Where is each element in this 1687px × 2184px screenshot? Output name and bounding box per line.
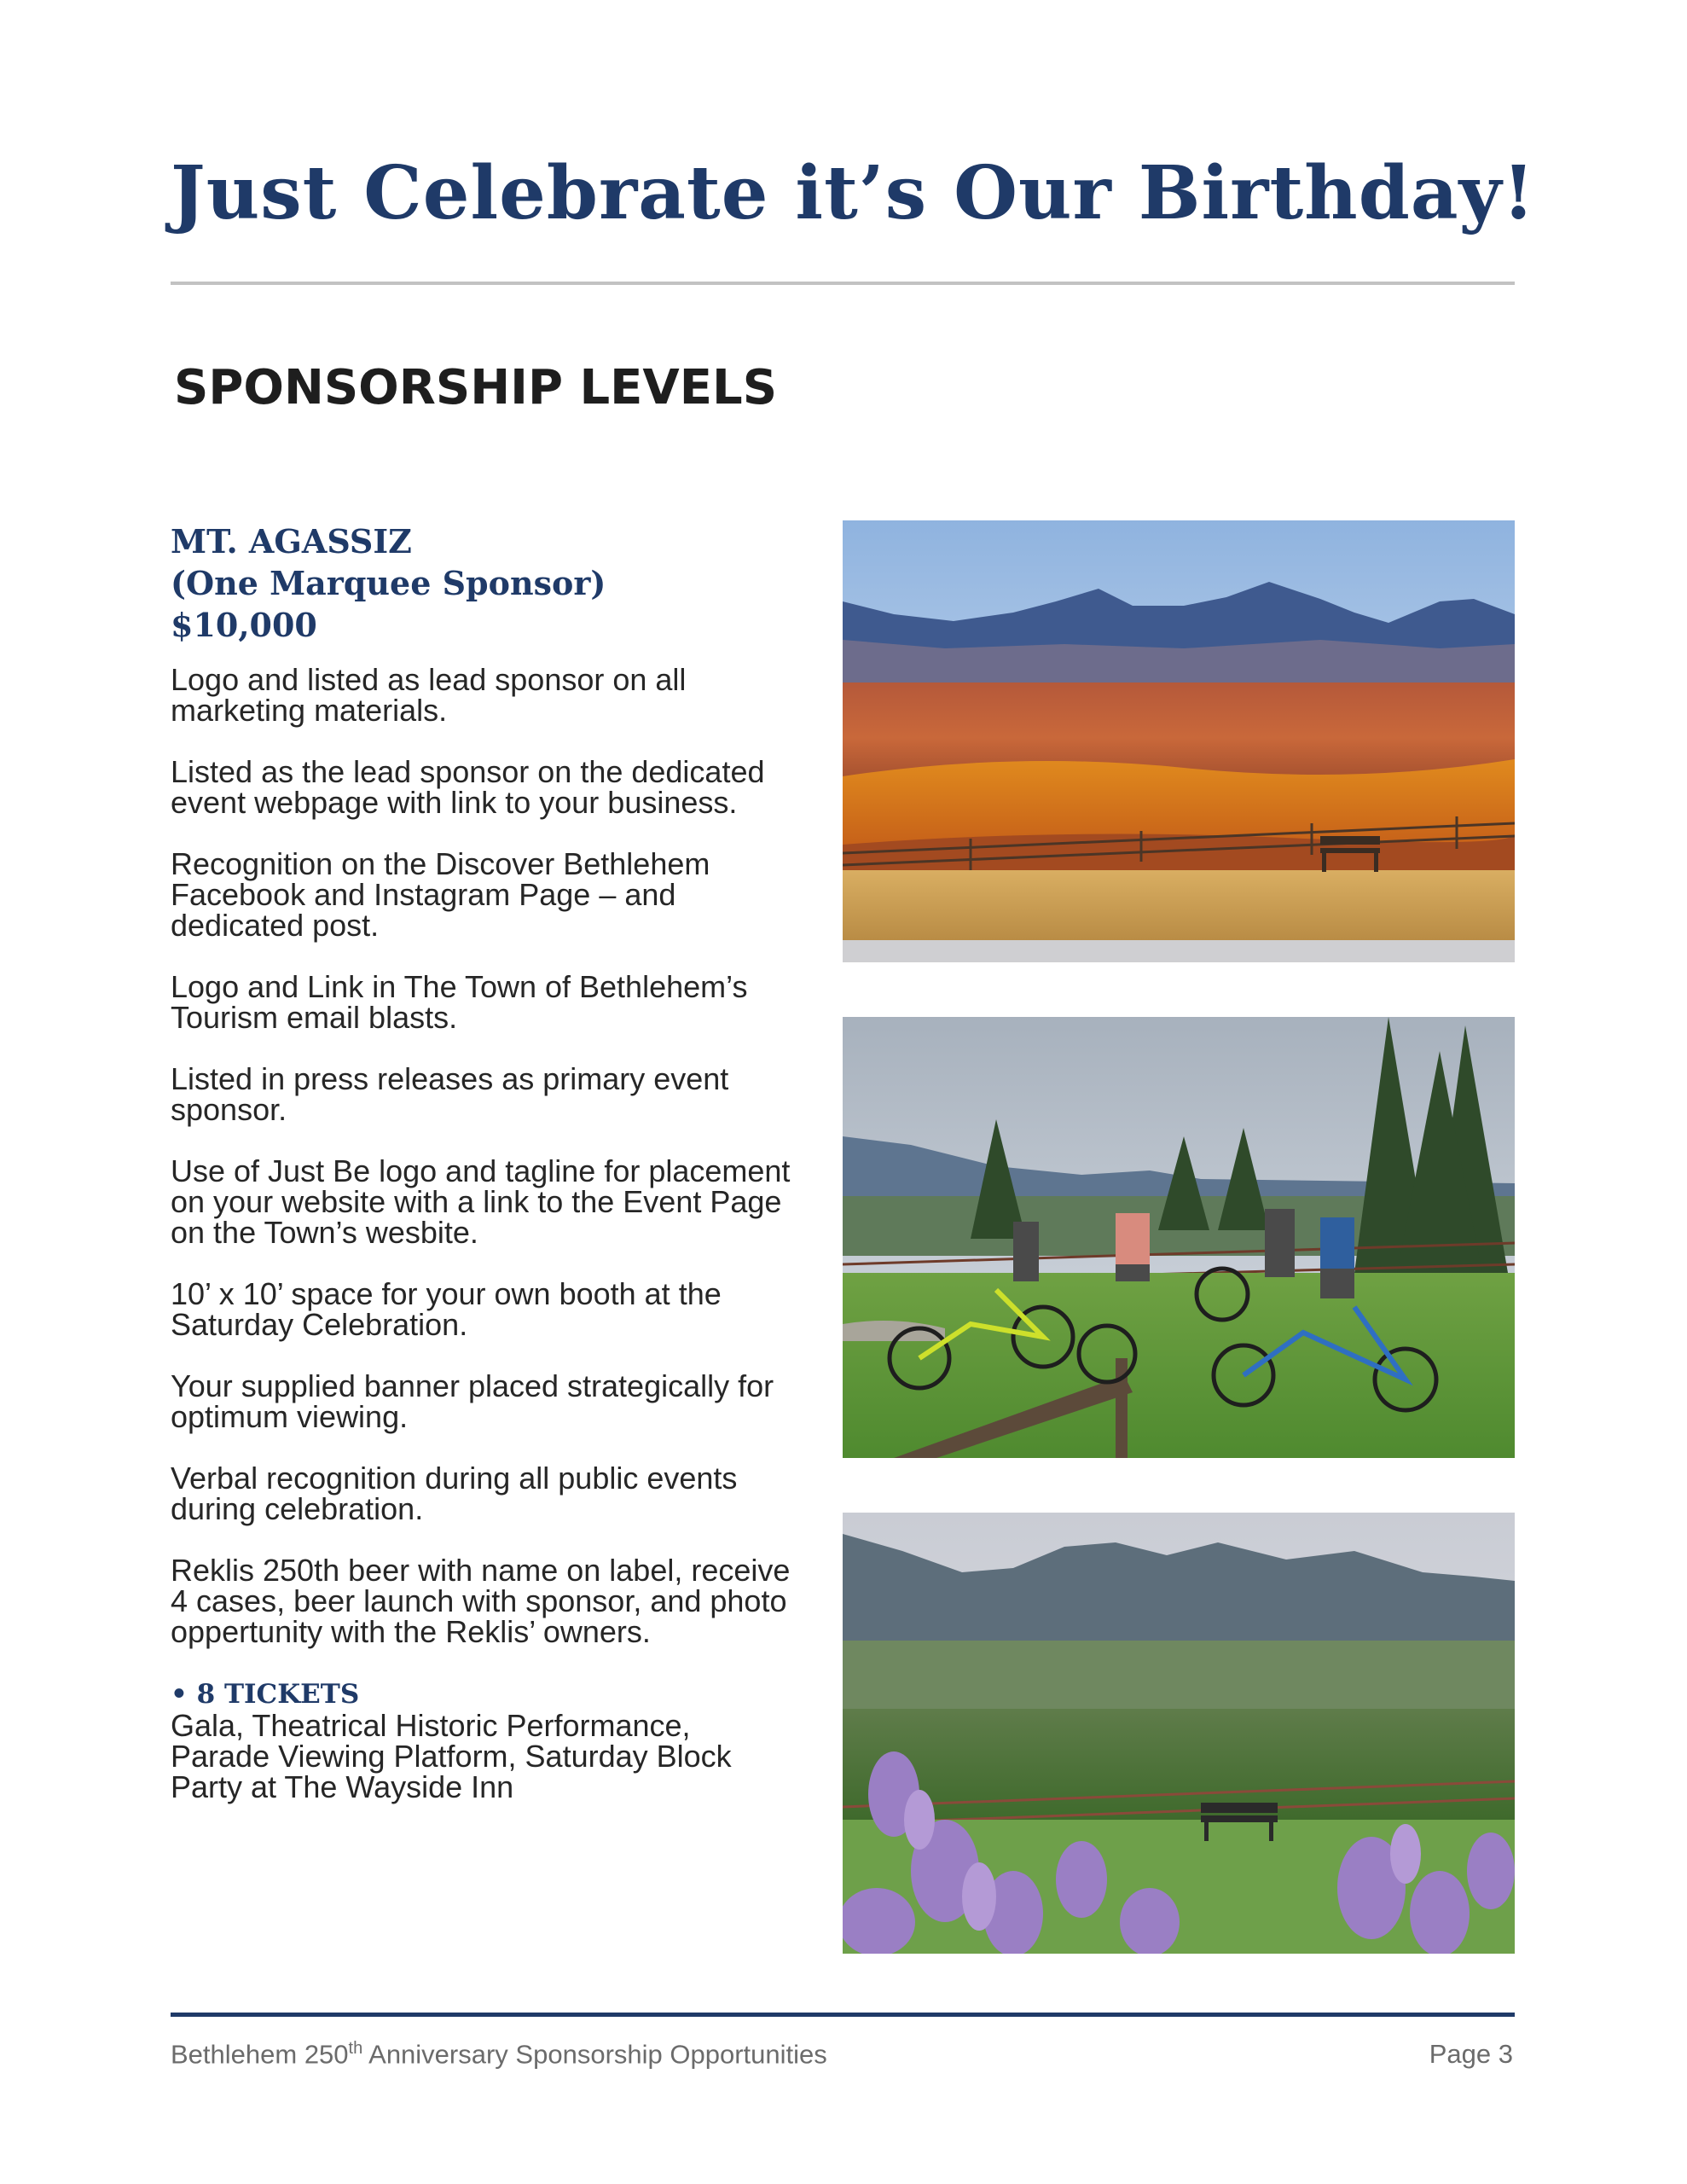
benefit-item: 10’ x 10’ space for your own booth at the Saturday Celebration. [171,1276,722,1342]
footer-title-ordinal: th [348,2039,363,2058]
benefit-item: Logo and listed as lead sponsor on all marketing materials. [171,662,687,728]
footer-document-title [171,2039,827,2070]
benefit-item: Listed as the lead sponsor on the dedicated event webpage with link to your business. [171,754,765,820]
benefit-item: Your supplied banner placed strategically for optimum viewing. [171,1368,774,1434]
tickets-description: Gala, Theatrical Historic Performance, Parade Viewing Platform, Saturday Block Party at The Wayside Inn [171,1708,732,1804]
page-title: Just Celebrate it’s Our Birthday! [171,150,1536,236]
page-number: Page 3 [1429,2039,1513,2069]
autumn-mountain-illustration [843,520,1515,962]
footer-divider [171,2013,1515,2017]
benefit-item: Use of Just Be logo and tagline for placement on your website with a link to the Event Page on the Town’s wesbite. [171,1153,791,1250]
footer-title-rest: Anniversary Sponsorship Opportunities [362,2039,827,2070]
tickets-heading: • 8 TICKETS [171,1679,360,1710]
benefits-list [171,662,793,1649]
title-divider [171,282,1515,285]
benefit-item: Listed in press releases as primary event sponsor. [171,1061,729,1127]
benefit-item: Logo and Link in The Town of Bethlehem’s Tourism email blasts. [171,969,748,1035]
mountain-bikers-illustration [843,1017,1515,1458]
mountain-bikers-photo [843,1017,1515,1458]
level-subtitle: (One Marquee Sponsor) [171,564,606,602]
section-heading: SPONSORSHIP LEVELS [174,360,778,415]
level-price: $10,000 [171,606,317,644]
benefit-item: Verbal recognition during all public events during celebration. [171,1461,738,1526]
sponsorship-level-column [171,520,793,1803]
level-name: MT. AGASSIZ [171,522,412,561]
lilac-mountain-illustration [843,1513,1515,1954]
autumn-mountain-photo [843,520,1515,962]
benefit-item: Recognition on the Discover Bethlehem Facebook and Instagram Page – and dedicated post. [171,846,710,943]
footer-title-main: Bethlehem 250 [171,2039,349,2070]
benefit-item: Reklis 250th beer with name on label, receive 4 cases, beer launch with sponsor, and photo oppertunity with the Reklis’ owners. [171,1553,791,1649]
lilac-mountain-photo [843,1513,1515,1954]
